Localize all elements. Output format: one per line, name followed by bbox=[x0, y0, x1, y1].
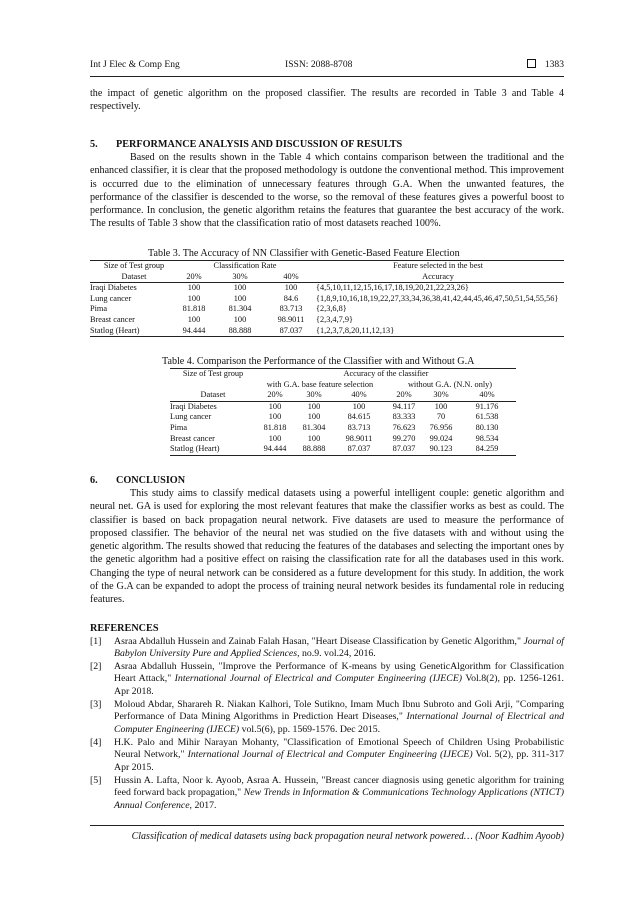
reference-pre: H.K. Palo and Mihir Narayan Mohanty, "Classification of Emotional Speech of Children Using Probabilistic Neural Network," bbox=[114, 737, 564, 761]
table-cell: 100 bbox=[434, 401, 448, 411]
table-cell: 100 bbox=[268, 401, 282, 411]
table-3-header-feature: Feature selected in the best bbox=[312, 261, 564, 272]
table-4 bbox=[170, 368, 516, 456]
reference-venue: International Journal of Electrical and Computer Engineering (IJECE) bbox=[187, 749, 473, 761]
table-cell: Iraqi Diabetes bbox=[90, 283, 137, 293]
reference-venue: International Journal of Electrical and Computer Engineering (IJECE) bbox=[114, 711, 564, 735]
running-footer: Classification of medical datasets using back propagation neural network powered… (Noor Kadhim Ayoob) bbox=[131, 831, 564, 842]
table-cell: 87.037 bbox=[384, 444, 424, 455]
table-cell: 94.444 bbox=[178, 326, 210, 337]
table-4-header-without-ga: without G.A. (N.N. only) bbox=[407, 379, 493, 389]
table-row bbox=[170, 434, 516, 445]
reference-item bbox=[90, 699, 564, 736]
reference-post: no.9. vol.24, 2016. bbox=[299, 648, 376, 660]
reference-text bbox=[114, 699, 564, 736]
table-cell: {2,3,6,8} bbox=[316, 304, 347, 314]
table-cell: {4,5,10,11,12,15,16,17,18,19,20,21,22,23,26} bbox=[316, 283, 469, 293]
reference-text bbox=[114, 737, 564, 774]
table-cell: {2,3,4,7,9} bbox=[316, 314, 354, 324]
table-3-header-40: 40% bbox=[270, 272, 312, 283]
table-cell: Statlog (Heart) bbox=[170, 444, 256, 455]
table-row bbox=[170, 423, 516, 434]
table-4-header-row-2 bbox=[170, 380, 516, 391]
section-5-number: 5. bbox=[90, 139, 98, 150]
table-4-header-accuracy: Accuracy of the classifier bbox=[256, 369, 516, 380]
reference-number: [5] bbox=[90, 775, 102, 786]
table-3-header-rate: Classification Rate bbox=[178, 261, 312, 272]
reference-number: [1] bbox=[90, 636, 102, 647]
reference-text bbox=[114, 636, 564, 661]
table-cell: {1,2,3,7,8,20,11,12,13} bbox=[312, 326, 564, 337]
table-cell: Statlog (Heart) bbox=[90, 326, 178, 337]
issn: ISSN: 2088-8708 bbox=[285, 59, 353, 70]
reference-item bbox=[90, 737, 564, 774]
reference-number: [2] bbox=[90, 661, 102, 672]
table-3-header-row-1 bbox=[90, 261, 564, 272]
table-cell: 100 bbox=[268, 412, 282, 422]
table-cell: 94.117 bbox=[392, 401, 416, 411]
reference-post: vol.5(6), pp. 1569-1576. Dec 2015. bbox=[239, 723, 381, 735]
table-row bbox=[90, 283, 564, 294]
header-rule bbox=[90, 76, 564, 77]
table-3-header-20: 20% bbox=[178, 272, 210, 283]
page-number: 1383 bbox=[544, 59, 564, 70]
section-5-title: PERFORMANCE ANALYSIS AND DISCUSSION OF RESULTS bbox=[116, 139, 403, 150]
intro-paragraph: the impact of genetic algorithm on the proposed classifier. The results are recorded in Table 3 and Table 4 respectively. bbox=[90, 88, 564, 113]
table-cell: {1,8,9,10,16,18,19,22,27,33,34,36,38,41,42,44,45,46,47,50,51,54,55,56} bbox=[316, 293, 559, 303]
table-4-header-30b: 30% bbox=[424, 390, 458, 401]
table-cell: 81.304 bbox=[302, 422, 326, 432]
table-cell: 98.9011 bbox=[345, 433, 373, 443]
table-cell: 81.304 bbox=[228, 304, 252, 314]
table-cell: 76.956 bbox=[429, 422, 453, 432]
checkbox-square-icon bbox=[527, 59, 536, 68]
reference-post: Vol. 5(2), pp. 311-317 Apr 2015. bbox=[114, 749, 565, 773]
reference-pre: Hussin A. Lafta, Noor k. Ayoob, Asraa A. Hussein, "Breast cancer diagnosis using genetic algorithm for training feed forward back propagation," bbox=[114, 775, 564, 799]
table-cell: Lung cancer bbox=[170, 412, 212, 422]
reference-item bbox=[90, 636, 564, 661]
reference-item bbox=[90, 775, 564, 812]
table-3-header-dataset: Dataset bbox=[90, 272, 178, 283]
table-cell: Lung cancer bbox=[90, 293, 132, 303]
table-cell: 87.037 bbox=[270, 326, 312, 337]
table-cell: 100 bbox=[187, 293, 201, 303]
reference-number: [4] bbox=[90, 737, 102, 748]
table-cell: Iraqi Diabetes bbox=[170, 401, 217, 411]
table-3-header-row-2 bbox=[90, 272, 564, 283]
table-3-caption: Table 3. The Accuracy of NN Classifier with Genetic-Based Feature Election bbox=[148, 248, 460, 259]
table-cell: 100 bbox=[187, 283, 201, 293]
table-4-header-40b: 40% bbox=[458, 390, 516, 401]
table-cell: Breast cancer bbox=[90, 314, 135, 324]
table-row bbox=[170, 412, 516, 423]
section-6-number: 6. bbox=[90, 475, 98, 486]
reference-venue: International Journal of Electrical and Computer Engineering (IJECE) bbox=[174, 673, 463, 685]
table-cell: 90.123 bbox=[424, 444, 458, 455]
section-6-heading bbox=[90, 474, 185, 487]
reference-post: , 2017. bbox=[189, 799, 217, 811]
table-row bbox=[90, 315, 564, 326]
section-6-title: CONCLUSION bbox=[116, 475, 186, 486]
table-cell: 100 bbox=[284, 283, 298, 293]
reference-venue: New Trends in Information & Communications Technology Applications (NTICT) Annual Conference bbox=[114, 787, 564, 811]
footer-rule bbox=[90, 825, 564, 826]
table-cell: 83.333 bbox=[392, 412, 416, 422]
table-4-header-row-1 bbox=[170, 369, 516, 380]
section-5-paragraph: Based on the results shown in the Table 4 which contains comparison between the traditional and the enhanced classifier, it is clear that the proposed methodology is outdone the conventional method. This improvement is occurred due to the elimination of unnecessary features through G.A. When the unwanted features, the performance of the classifier is descended to the worse, so the removal of these features gives a powerful boost to performance. In conclusion, the genetic algorithm retains the features that guarantee the best accuracy of the work. The results of Table 3 show that the classification ratio of most datasets reached 100%. bbox=[90, 152, 564, 230]
section-5-heading bbox=[90, 138, 402, 151]
table-4-header-row-3 bbox=[170, 390, 516, 401]
table-cell: Pima bbox=[90, 304, 108, 314]
reference-item bbox=[90, 661, 564, 698]
table-cell: 83.713 bbox=[347, 422, 371, 432]
reference-pre: Asraa Abdalluh Hussein, "Improve the Performance of K-means by using GeneticAlgorithm for Classification Heart Attack," bbox=[114, 661, 564, 685]
table-3 bbox=[90, 260, 564, 337]
table-4-caption: Table 4. Comparison the Performance of the Classifier with and Without G.A bbox=[162, 356, 475, 367]
reference-text bbox=[114, 775, 564, 812]
reference-venue: Journal of Babylon University Pure and Applied Sciences, bbox=[114, 636, 564, 660]
table-cell: 99.270 bbox=[392, 433, 416, 443]
table-cell: 100 bbox=[233, 314, 247, 324]
table-cell: 76.623 bbox=[392, 422, 416, 432]
table-cell: 100 bbox=[352, 401, 366, 411]
table-cell: 83.713 bbox=[279, 304, 303, 314]
table-cell: 88.888 bbox=[294, 444, 334, 455]
table-4-header-40a: 40% bbox=[334, 390, 384, 401]
table-row bbox=[90, 304, 564, 315]
table-cell: 100 bbox=[307, 401, 321, 411]
table-cell: 100 bbox=[233, 283, 247, 293]
table-cell: 84.615 bbox=[347, 412, 371, 422]
table-row bbox=[170, 401, 516, 412]
reference-pre: Asraa Abdalluh Hussein and Zainab Falah Hasan, "Heart Disease Classification by Genetic Algorithm," bbox=[114, 636, 524, 647]
table-cell: 98.534 bbox=[475, 433, 499, 443]
page-number-group bbox=[527, 58, 564, 72]
table-3-header-accuracy: Accuracy bbox=[312, 272, 564, 283]
table-4-header-20a: 20% bbox=[256, 390, 294, 401]
table-cell: 84.6 bbox=[283, 293, 299, 303]
table-cell: 91.176 bbox=[475, 401, 499, 411]
running-header bbox=[90, 58, 564, 72]
reference-post: Vol.8(2), pp. 1256-1261. Apr 2018. bbox=[114, 673, 564, 697]
table-cell: 70 bbox=[436, 412, 446, 422]
table-cell: 100 bbox=[187, 314, 201, 324]
table-4-header-size: Size of Test group bbox=[170, 369, 256, 380]
table-cell: 100 bbox=[307, 412, 321, 422]
table-4-header-dataset: Dataset bbox=[170, 390, 256, 401]
journal-name: Int J Elec & Comp Eng bbox=[90, 59, 180, 70]
table-cell: 100 bbox=[307, 433, 321, 443]
table-4-header-30a: 30% bbox=[294, 390, 334, 401]
table-cell: 100 bbox=[233, 293, 247, 303]
table-cell: 81.818 bbox=[182, 304, 206, 314]
table-4-header-20b: 20% bbox=[384, 390, 424, 401]
table-cell: 98.9011 bbox=[277, 314, 305, 324]
section-6-paragraph: This study aims to classify medical datasets using a powerful intelligent couple: genetic algorithm and neural net. GA is used for exploring the most relevant features that make the classifier works as best as could. The classifier is based on back propagation neural network. Five datasets are used to measure the performance of proposed classifier. The behavior of the neural net was studied on the five datasets with and without using the genetic algorithm. The results showed that reducing the features of the databases and selecting the important ones by the genetic algorithm had a positive effect on raising the classification rate for all the databases used in this work. Changing the type of neural network can be considered as a future development for this study. In addition, the work of the G.A can be expanded to adopt the process of training neural network besides its fundamental role in reducing features. bbox=[90, 488, 564, 606]
table-cell: Pima bbox=[170, 422, 188, 432]
references-heading: REFERENCES bbox=[90, 623, 159, 634]
table-cell: 100 bbox=[268, 433, 282, 443]
table-cell: 94.444 bbox=[256, 444, 294, 455]
reference-pre: Moloud Abdar, Sharareh R. Niakan Kalhori, Tole Sutikno, Imam Much Ibnu Subroto and Goli Arji, "Comparing Performance of Data Mining Algorithms in Prediction Heart Diseases," bbox=[114, 699, 564, 723]
table-cell: 88.888 bbox=[210, 326, 270, 337]
table-cell: 99.024 bbox=[429, 433, 453, 443]
table-row bbox=[90, 294, 564, 305]
table-cell: 87.037 bbox=[334, 444, 384, 455]
table-cell: Breast cancer bbox=[170, 433, 215, 443]
reference-text bbox=[114, 661, 564, 698]
table-3-header-size: Size of Test group bbox=[90, 261, 178, 272]
table-row bbox=[170, 444, 516, 455]
table-cell: 61.538 bbox=[475, 412, 499, 422]
table-3-header-30: 30% bbox=[210, 272, 270, 283]
table-row bbox=[90, 326, 564, 337]
table-cell: 80.130 bbox=[475, 422, 499, 432]
table-cell: 81.818 bbox=[263, 422, 287, 432]
table-cell: 84.259 bbox=[458, 444, 516, 455]
table-4-header-with-ga: with G.A. base feature selection bbox=[266, 379, 374, 389]
reference-number: [3] bbox=[90, 699, 102, 710]
table-cell-empty bbox=[170, 380, 256, 391]
